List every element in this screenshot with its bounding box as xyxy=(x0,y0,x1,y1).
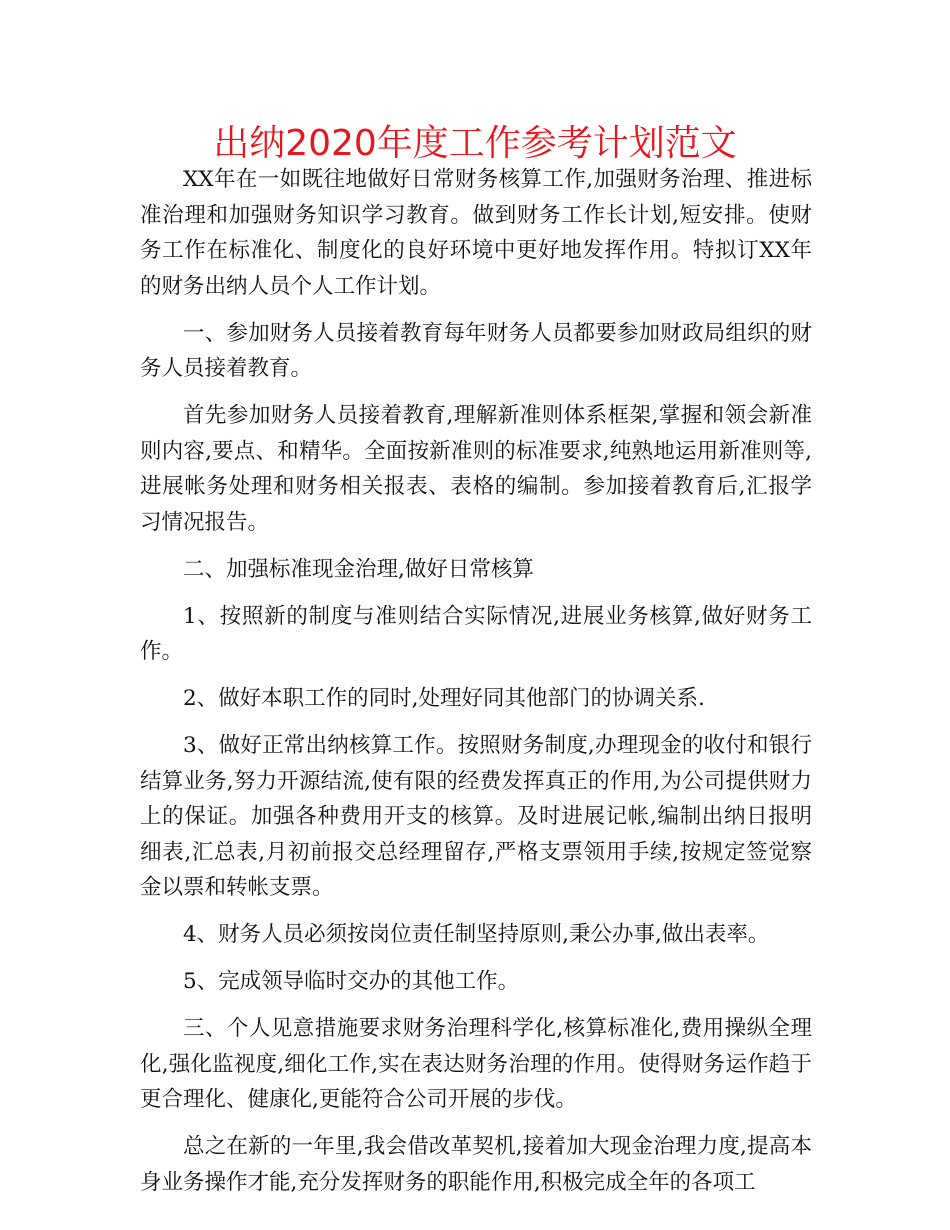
paragraph-section-3: 三、个人见意措施要求财务治理科学化,核算标准化,费用操纵全理化,强化监视度,细化工作,实在表达财务治理的作用。使得财务运作趋于更合理化、健康化,更能符合公司开展的步伐。 xyxy=(140,1016,812,1112)
paragraph-item-1: 1、按照新的制度与准则结合实际情况,进展业务核算,做好财务工作。 xyxy=(140,603,812,664)
paragraph-section-2: 二、加强标准现金治理,做好日常核算 xyxy=(183,556,534,582)
document-body xyxy=(140,162,812,1212)
document-title: 出纳2020年度工作参考计划范文 xyxy=(213,123,737,164)
paragraph-item-4: 4、财务人员必须按岗位责任制坚持原则,秉公办事,做出表率。 xyxy=(183,922,770,947)
paragraph-intro: XX年在一如既往地做好日常财务核算工作,加强财务治理、推进标准治理和加强财务知识学习教育。做到财务工作长计划,短安排。使财务工作在标准化、制度化的良好环境中更好地发挥作用。特拟订XX年的财务出纳人员个人工作计划。 xyxy=(140,167,812,299)
paragraph-section-1-detail: 首先参加财务人员接着教育,理解新准则体系框架,掌握和领会新准则内容,要点、和精华。全面按新准则的标准要求,纯熟地运用新准则等,进展帐务处理和财务相关报表、表格的编制。参加接着教育后,汇报学习情况报告。 xyxy=(140,403,812,535)
paragraph-item-5: 5、完成领导临时交办的其他工作。 xyxy=(183,969,520,994)
paragraph-item-3: 3、做好正常出纳核算工作。按照财务制度,办理现金的收付和银行结算业务,努力开源结流,使有限的经费发挥真正的作用,为公司提供财力上的保证。加强各种费用开支的核算。及时进展记帐,编制出纳日报明细表,汇总表,月初前报交总经理留存,严格支票领用手续,按规定签觉察金以票和转帐支票。 xyxy=(140,733,812,900)
paragraph-conclusion: 总之在新的一年里,我会借改革契机,接着加大现金治理力度,提高本身业务操作才能,充分发挥财务的职能作用,积极完成全年的各项工 xyxy=(140,1134,812,1195)
paragraph-section-1: 一、参加财务人员接着教育每年财务人员都要参加财政局组织的财务人员接着教育。 xyxy=(140,320,812,381)
paragraph-item-2: 2、做好本职工作的同时,处理好同其他部门的协调关系. xyxy=(183,686,705,711)
